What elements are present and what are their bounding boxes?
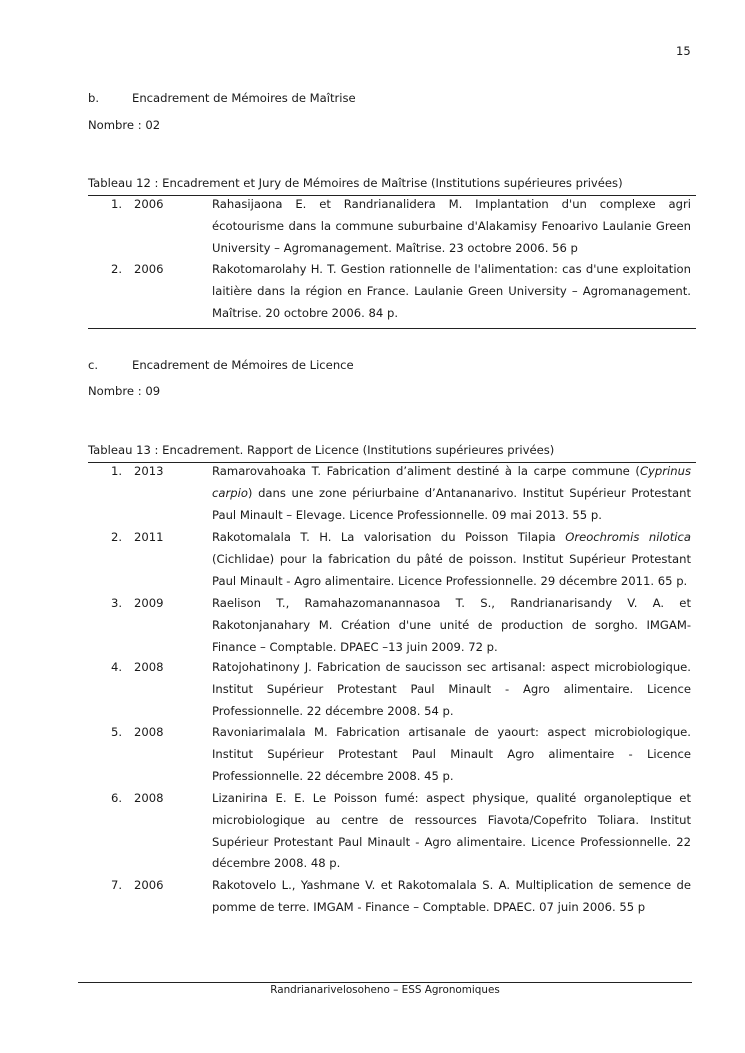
table12-row-1 (88, 194, 692, 259)
section-b-heading (88, 91, 356, 105)
row-year: 2009 (134, 596, 164, 610)
section-c-heading (88, 358, 354, 372)
row-text: Rahasijaona E. et Randrianalidera M. Implantation d'un complexe agri écotourisme dans la commune suburbaine d'Alakamisy Fenoarivo Laulanie Green University – Agromanagement. Maîtrise. 23 octobre 2006. 56 p (212, 197, 691, 255)
section-c-count: Nombre : 09 (88, 384, 161, 398)
row-year: 2013 (134, 464, 164, 478)
table13-caption: Tableau 13 : Encadrement. Rapport de Licence (Institutions supérieures privées) (88, 443, 555, 457)
table12-caption: Tableau 12 : Encadrement et Jury de Mémoires de Maîtrise (Institutions supérieures privées) (88, 176, 623, 190)
row-year: 2008 (134, 725, 164, 739)
row-number: 5. (110, 725, 122, 739)
section-c-title: Encadrement de Mémoires de Licence (132, 358, 354, 372)
row-year: 2011 (134, 530, 164, 544)
row-number: 6. (110, 791, 122, 805)
row-year: 2006 (134, 878, 164, 892)
row-number: 2. (110, 262, 122, 276)
table12-bottom-rule (88, 328, 696, 329)
row-year: 2006 (134, 197, 164, 211)
row-text: Raelison T., Ramahazomanannasoa T. S., Randrianarisandy V. A. et Rakotonjanahary M. Création d'une unité de production de sorgho. IMGAM- Finance – Comptable. DPAEC –13 juin 2009. 72 p. (212, 596, 691, 654)
row-text: Rakotomarolahy H. T. Gestion rationnelle de l'alimentation: cas d'une exploitation laitière dans la région en France. Laulanie Green University – Agromanagement. Maîtrise. 20 octobre 2006. 84 p. (212, 262, 691, 320)
row-year: 2008 (134, 791, 164, 805)
page-number: 15 (676, 44, 691, 58)
row-text: Lizanirina E. E. Le Poisson fumé: aspect physique, qualité organoleptique et microbiologique au centre de ressources Fiavota/Copefrito Toliara. Institut Supérieur Protestant Paul Minault - Agro alimentaire. Licence Professionnelle. 22 décembre 2008. 48 p. (212, 791, 691, 871)
row-text: Ratojohatinony J. Fabrication de saucisson sec artisanal: aspect microbiologique. Institut Supérieur Protestant Paul Minault - Agro alimentaire. Licence Professionnelle. 22 décembre 2008. 54 p. (212, 660, 691, 718)
row-number: 1. (110, 197, 122, 211)
footer-rule (78, 982, 692, 983)
table13-row-1 (88, 461, 692, 526)
row-year: 2008 (134, 660, 164, 674)
table13-row-2 (88, 527, 692, 592)
table13-row-5 (88, 722, 692, 787)
row-number: 2. (110, 530, 122, 544)
table13-row-7 (88, 875, 692, 919)
row-text: Rakotomalala T. H. La valorisation du Poisson Tilapia Oreochromis nilotica (Cichlidae) pour la fabrication du pâté de poisson. Institut Supérieur Protestant Paul Minault - Agro alimentaire. Licence Professionnelle. 29 décembre 2011. 65 p. (212, 530, 691, 588)
table13-row-6 (88, 788, 692, 875)
section-b-count: Nombre : 02 (88, 118, 161, 132)
row-number: 4. (110, 660, 122, 674)
table12-row-2 (88, 259, 692, 324)
section-b-letter: b. (88, 91, 100, 105)
row-text: Rakotovelo L., Yashmane V. et Rakotomalala S. A. Multiplication de semence de pomme de terre. IMGAM - Finance – Comptable. DPAEC. 07 juin 2006. 55 p (212, 878, 691, 914)
row-number: 1. (110, 464, 122, 478)
section-c-letter: c. (88, 358, 99, 372)
row-text: Ramarovahoaka T. Fabrication d’aliment destiné à la carpe commune (Cyprinus carpio) dans une zone périurbaine d’Antananarivo. Institut Supérieur Protestant Paul Minault – Elevage. Licence Professionnelle. 09 mai 2013. 55 p. (212, 464, 691, 522)
row-text: Ravoniarimalala M. Fabrication artisanale de yaourt: aspect microbiologique. Institut Supérieur Protestant Paul Minault Agro alimentaire - Licence Professionnelle. 22 décembre 2008. 45 p. (212, 725, 691, 783)
row-year: 2006 (134, 262, 164, 276)
section-b-title: Encadrement de Mémoires de Maîtrise (132, 91, 356, 105)
table13-row-4 (88, 657, 692, 722)
row-number: 7. (110, 878, 122, 892)
table13-row-3 (88, 593, 692, 658)
row-number: 3. (110, 596, 122, 610)
page-footer: Randrianarivelosoheno – ESS Agronomiques (270, 984, 500, 996)
